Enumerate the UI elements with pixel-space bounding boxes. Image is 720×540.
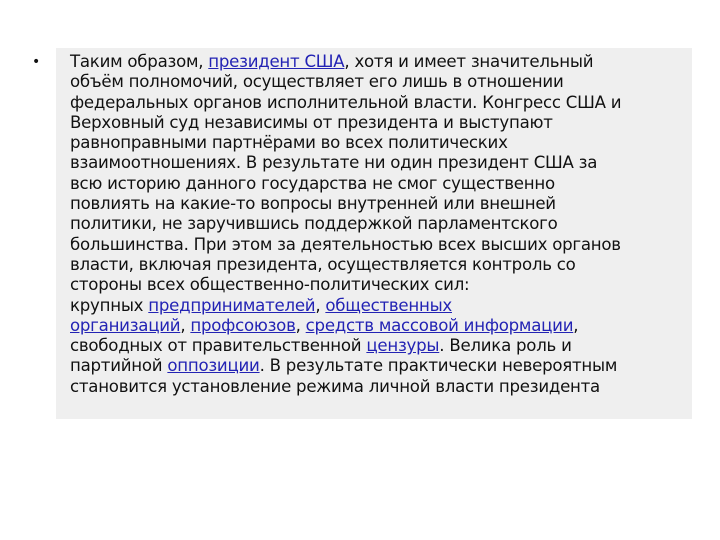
text-run: партийной <box>70 356 168 376</box>
text-line <box>70 255 692 275</box>
text-line <box>70 133 692 153</box>
hyperlink[interactable]: оппозиции <box>167 356 260 376</box>
text-line <box>70 194 692 214</box>
text-line <box>70 93 692 113</box>
text-line <box>70 336 692 356</box>
text-run: объём полномочий, осуществляет его лишь в отношении <box>70 72 564 92</box>
hyperlink[interactable]: средств массовой информации <box>305 315 574 335</box>
text-run: . В результате практически невероятным <box>259 356 618 376</box>
hyperlink[interactable]: общественных <box>325 295 452 315</box>
hyperlink[interactable]: президент США <box>208 52 345 71</box>
text-run: равноправными партнёрами во всех политических <box>70 133 508 153</box>
text-run: , <box>573 315 579 335</box>
text-line <box>70 377 692 397</box>
text-run: стороны всех общественно-политических сил: <box>70 275 470 295</box>
text-run: . Велика роль и <box>439 336 572 356</box>
hyperlink[interactable]: организаций <box>70 315 181 335</box>
text-line <box>70 235 692 255</box>
text-line <box>70 174 692 194</box>
text-line <box>70 113 692 133</box>
text-run: свободных от правительственной <box>70 336 367 356</box>
text-run: политики, не заручившись поддержкой парламентского <box>70 214 558 234</box>
text-run: большинства. При этом за деятельностью всех высших органов <box>70 234 621 254</box>
text-run: , <box>295 315 306 335</box>
text-run: всю историю данного государства не смог существенно <box>70 173 555 193</box>
text-line <box>70 52 692 72</box>
text-line <box>70 296 692 316</box>
text-run: крупных <box>70 295 149 315</box>
text-run: становится установление режима личной власти президента <box>70 376 600 396</box>
text-line <box>70 275 692 295</box>
text-run: , хотя и имеет значительный <box>344 52 594 71</box>
slide-body-text <box>70 52 692 397</box>
text-run: взаимоотношениях. В результате ни один президент США за <box>70 153 598 173</box>
text-run: федеральных органов исполнительной власти. Конгресс США и <box>70 92 622 112</box>
bullet-marker: • <box>32 54 41 70</box>
text-run: власти, включая президента, осуществляется контроль со <box>70 254 576 274</box>
text-run: , <box>315 295 326 315</box>
text-line <box>70 356 692 376</box>
text-line <box>70 214 692 234</box>
text-line <box>70 316 692 336</box>
hyperlink[interactable]: предпринимателей <box>148 295 316 315</box>
text-line <box>70 153 692 173</box>
text-line <box>70 72 692 92</box>
text-run: повлиять на какие-то вопросы внутренней или внешней <box>70 194 556 214</box>
text-run: Верховный суд независимы от президента и выступают <box>70 112 553 132</box>
text-run: Таким образом, <box>70 52 209 71</box>
hyperlink[interactable]: профсоюзов <box>190 315 296 335</box>
hyperlink[interactable]: цензуры <box>366 336 440 356</box>
text-run: , <box>180 315 191 335</box>
